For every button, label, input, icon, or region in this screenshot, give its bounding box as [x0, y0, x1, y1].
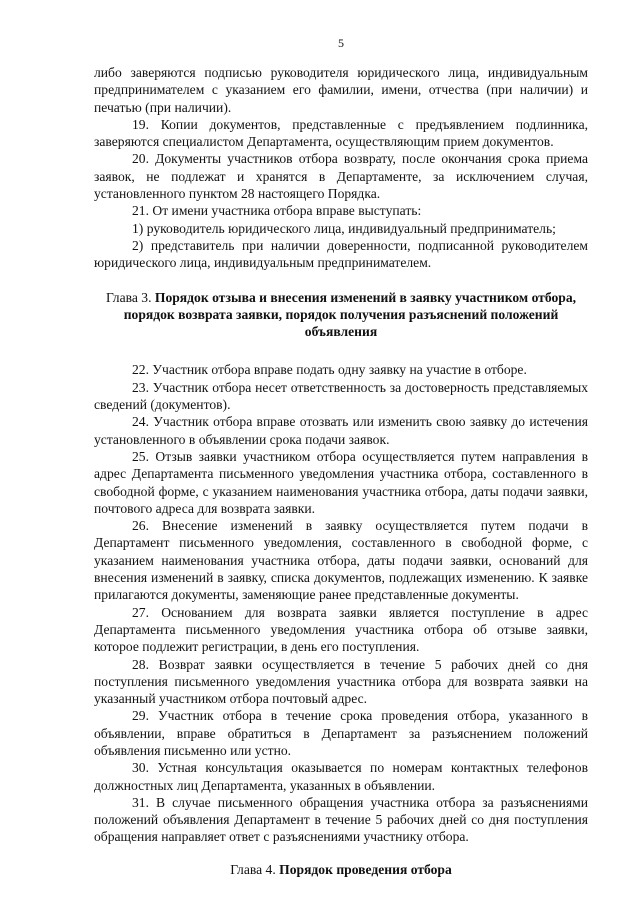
paragraph-29: 29. Участник отбора в течение срока проведения отбора, указанного в объявлении, вправе обратиться в Департамент за разъяснением положений объявления письменно или устно. [94, 708, 588, 758]
paragraph-28: 28. Возврат заявки осуществляется в течение 5 рабочих дней со дня поступления письменного уведомления участника отбора для возврата заявки на указанный участником отбора почтовый адрес. [94, 656, 588, 707]
chapter-3-body [94, 361, 588, 845]
paragraph-24: 24. Участник отбора вправе отозвать или изменить свою заявку до истечения установленного в объявлении срока подачи заявок. [94, 414, 588, 447]
paragraph-21-item-1: 1) руководитель юридического лица, индивидуальный предприниматель; [132, 220, 556, 236]
page-number: 5 [338, 36, 344, 50]
chapter-3-title: Порядок отзыва и внесения изменений в заявку участником отбора, порядок возврата заявки, порядок получения разъяснений положений объявления [123, 289, 577, 340]
paragraph-30: 30. Устная консультация оказывается по номерам контактных телефонов должностных лиц Департамента, указанных в объявлении. [94, 760, 588, 793]
paragraph-23: 23. Участник отбора несет ответственность за достоверность представляемых сведений (документов). [94, 379, 588, 413]
paragraph: либо заверяются подписью руководителя юридического лица, индивидуальным предпринимателем с указанием его фамилии, имени, отчества (при наличии) и печатью (при наличии). [94, 65, 588, 115]
paragraph-20: 20. Документы участников отбора возврату, после окончания срока приема заявок, не подлежат и хранятся в Департаменте, за исключением случая, установленного пунктом 28 настоящего Порядка. [94, 151, 588, 202]
chapter-4-prefix: Глава 4. [230, 861, 280, 877]
chapter-3-prefix: Глава 3. [105, 289, 155, 305]
chapter-4-title: Порядок проведения отбора [279, 861, 452, 877]
paragraph-31: 31. В случае письменного обращения участника отбора за разъяснениями положений объявления Департамент в течение 5 рабочих дней со дня поступления обращения направляет ответ с разъяснениями участнику отбора. [94, 794, 588, 845]
chapter-3-heading [94, 289, 588, 341]
paragraph-25: 25. Отзыв заявки участником отбора осуществляется путем направления в адрес Департамента письменного уведомления участника отбора, составленного в свободной форме, с указанием наименования участника отбора, даты подачи заявки, почтового адреса для возврата заявки. [94, 448, 588, 516]
paragraph-21: 21. От имени участника отбора вправе выступать: [132, 203, 422, 219]
paragraph-22: 22. Участник отбора вправе подать одну заявку на участие в отборе. [132, 362, 527, 378]
paragraph-19: 19. Копии документов, представленные с предъявлением подлинника, заверяются специалистом Департамента, осуществляющим прием документов. [94, 116, 588, 150]
top-section [94, 64, 588, 272]
paragraph-26: 26. Внесение изменений в заявку осуществляется путем подачи в Департамент письменного уведомления, составленного в свободной форме, с указанием наименования участника отбора, даты подачи заявки, оснований для внесения изменений в заявку, списка документов, подлежащих изменению. К заявке прилагаются документы, заменяющие ранее представленные документы. [94, 518, 588, 603]
paragraph-27: 27. Основанием для возврата заявки является поступление в адрес Департамента письменного уведомления участника отбора об отзыве заявки, которое подлежит регистрации, в день его поступления. [94, 604, 588, 655]
chapter-4-heading [94, 861, 588, 878]
paragraph-21-item-2: 2) представитель при наличии доверенности, подписанной руководителем юридического лица, индивидуальным предпринимателем. [94, 237, 588, 271]
